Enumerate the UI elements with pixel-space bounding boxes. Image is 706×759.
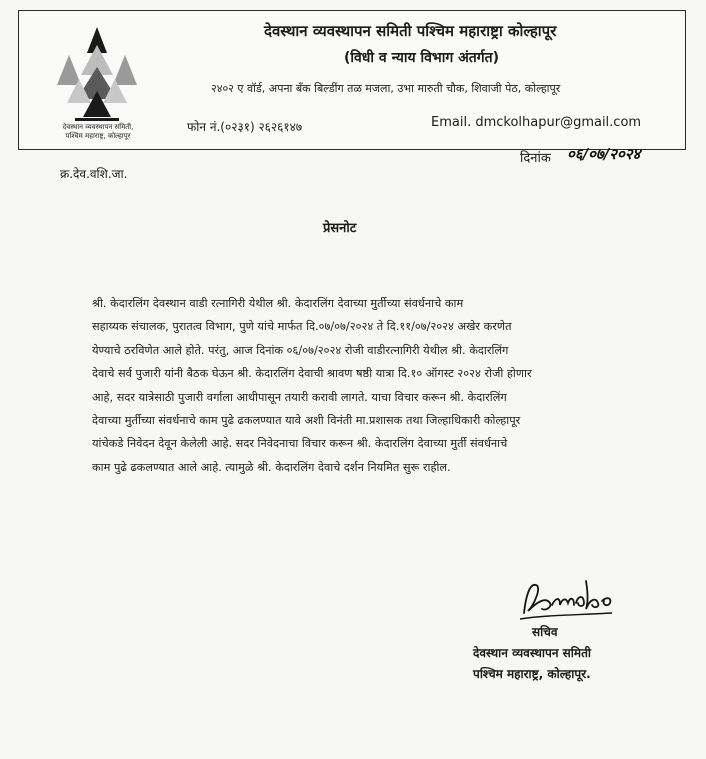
- signatory-org-line: पश्चिम महाराष्ट्र, कोल्हापूर.: [473, 667, 591, 681]
- signatory-org-line: देवस्थान व्यवस्थापन समिती: [473, 646, 592, 660]
- org-email: Email. dmckolhapur@gmail.com: [431, 115, 642, 130]
- org-subtitle: (विधी व न्याय विभाग अंतर्गत): [344, 50, 500, 66]
- date-label: दिनांक: [520, 151, 551, 166]
- body-line: येण्याचे ठरविणेत आले होते. परंतु, आज दिनांक ०६/०७/२०२४ रोजी वाडीरत्नागिरी येथील श्री. केदारलिंग: [92, 343, 509, 357]
- logo-caption: देवस्थान व्यवस्थापन समिती, पश्चिम महाराष्ट्र, कोल्हापूर: [62, 123, 134, 140]
- signatory-title: सचिव: [532, 625, 558, 639]
- body-line: आहे, सदर यात्रेसाठी पुजारी वर्गाला आधीपासून तयारी करावी लागते. याचा विचार करून श्री. केदारलिंग: [92, 390, 507, 404]
- org-phone: फोन नं.(०२३१) २६२६१४७: [187, 120, 303, 134]
- org-address: २४०२ ए वॉर्ड, अपना बँक बिल्डींग तळ मजला, उभा मारुती चौक, शिवाजी पेठ, कोल्हापूर: [211, 82, 561, 95]
- body-line: देवाच्या मुर्तीच्या संवर्धनाचे काम पुढे ढकलण्यात यावे अशी विनंती मा.प्रशासक तथा जिल्हाधिकारी कोल्हापूर: [92, 414, 521, 428]
- document-heading: प्रेसनोट: [323, 221, 357, 236]
- body-line: श्री. केदारलिंग देवस्थान वाडी रत्नागिरी येथील श्री. केदारलिंग देवाच्या मुर्तीच्या संवर्धनाचे काम: [92, 297, 464, 310]
- body-line: यांचेकडे निवेदन देवून केलेली आहे. सदर निवेदनाचा विचार करून श्री. केदारलिंग देवाच्या मुर्ती संवर्धनाचे: [92, 437, 508, 451]
- date-value: ०६/०७/२०२४: [567, 145, 641, 163]
- letterhead: [18, 10, 686, 150]
- handwritten-signature-icon: [516, 575, 626, 629]
- body-paragraph: [92, 292, 662, 479]
- temple-triangle-logo-icon: [49, 23, 145, 123]
- reference-number: क्र.देव.वशि.जा.: [60, 167, 128, 181]
- body-line: काम पुढे ढकलण्यात आले आहे. त्यामुळे श्री. केदारलिंग देवाचे दर्शन नियमित सुरू राहील.: [92, 460, 451, 474]
- signatory-block: [473, 622, 663, 685]
- org-title: देवस्थान व्यवस्थापन समिती पश्चिम महाराष्ट्रा कोल्हापूर: [264, 22, 557, 40]
- body-line: सहाय्यक संचालक, पुरातत्व विभाग, पुणे यांचे मार्फत दि.०७/०७/२०२४ ते दि.११/०७/२०२४ अखेर करणेत: [92, 320, 512, 334]
- press-note-body: [92, 292, 662, 479]
- logo: [27, 17, 167, 145]
- body-line: देवाचे सर्व पुजारी यांनी बैठक घेऊन श्री. केदारलिंग देवाची श्रावण षष्ठी यात्रा दि.१० ऑगस्ट २०२४ रोजी होणार: [92, 367, 532, 381]
